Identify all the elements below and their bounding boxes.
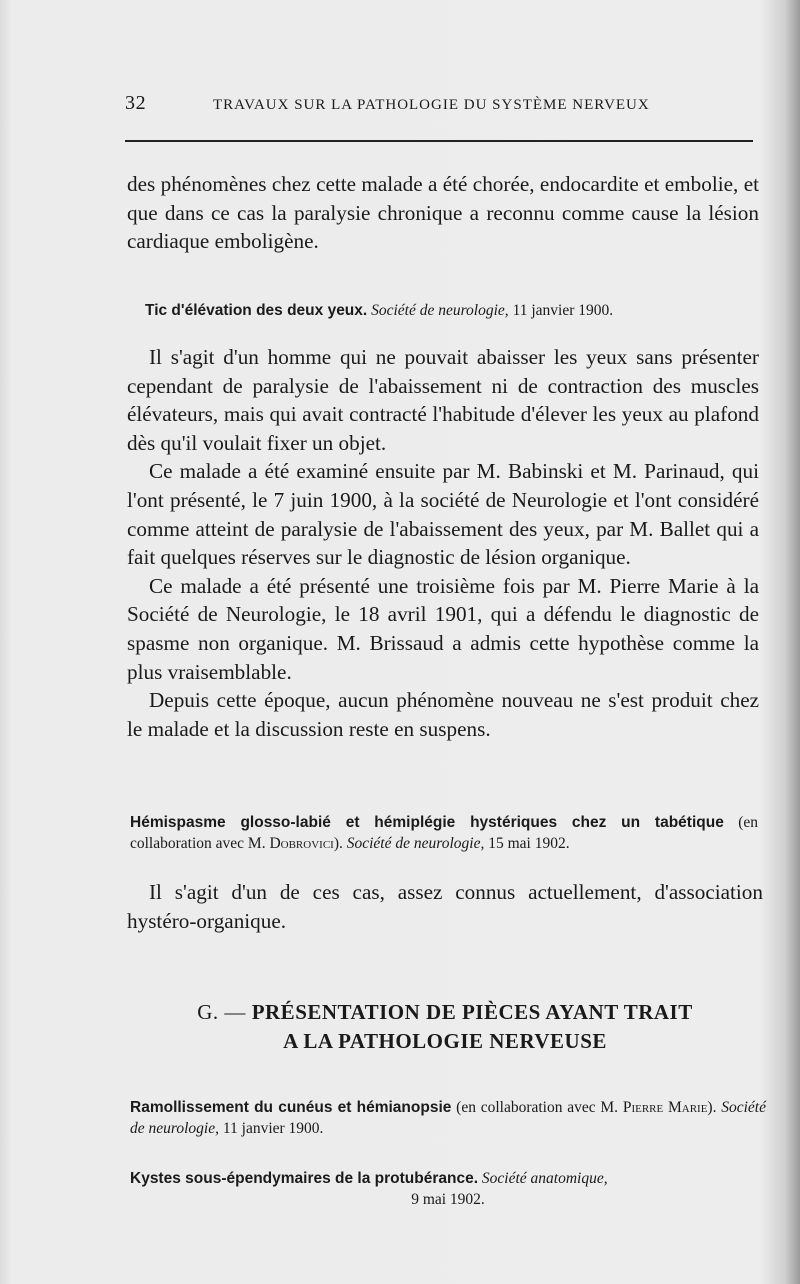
paragraph-text: Il s'agit d'un homme qui ne pouvait abaisser les yeux sans présenter cependant de paralysie de l'abaissement ni de contraction des muscles élévateurs, mais qui avait contracté l'habitude d'élever les yeux au plafond dès qu'il voulait fixer un objet. bbox=[127, 345, 759, 455]
entry-collab-name: Pierre Marie). bbox=[622, 1099, 717, 1116]
entry-collab: (en collaboration avec M. bbox=[130, 814, 758, 852]
entry-source: Société de neurologie, bbox=[346, 835, 485, 852]
entry-title: Kystes sous-épendymaires de la protubérance. bbox=[130, 1170, 479, 1187]
section-heading-line-1 bbox=[150, 998, 740, 1027]
header-rule bbox=[125, 140, 753, 142]
entry-title: Tic d'élévation des deux yeux. bbox=[145, 302, 368, 319]
section-title-2: A LA PATHOLOGIE NERVEUSE bbox=[283, 1029, 607, 1053]
paragraph-3 bbox=[127, 878, 763, 935]
entry-source: Société anatomique, bbox=[481, 1170, 608, 1187]
entry-date: 15 mai 1902. bbox=[488, 835, 570, 852]
bibliography-entry-3 bbox=[130, 1097, 766, 1139]
paragraph-1 bbox=[127, 170, 759, 256]
entry-date: 9 mai 1902. bbox=[411, 1191, 485, 1208]
paragraph-text: Ce malade a été présenté une troisième fois par M. Pierre Marie à la Société de Neurologie, le 18 avril 1901, qui a défendu le diagnostic de spasme non organique. M. Brissaud a admis cette hypothèse comme la plus vraisemblable. bbox=[127, 573, 759, 684]
entry-date: 11 janvier 1900. bbox=[222, 1120, 324, 1137]
page-number: 32 bbox=[125, 92, 147, 114]
entry-collab-name: Dobrovici). bbox=[269, 835, 343, 852]
entry-title: Hémispasme glosso-labié et hémiplégie hystériques chez un tabétique bbox=[130, 814, 724, 831]
bibliography-entry-4 bbox=[130, 1168, 766, 1210]
bibliography-entry-2 bbox=[130, 812, 758, 854]
section-letter: G. — bbox=[197, 1000, 246, 1024]
entry-source: Société de neurologie, bbox=[371, 302, 509, 319]
paragraph-text: des phénomènes chez cette malade a été chorée, endocardite et embolie, et que dans ce cas la paralysie chronique a reconnu comme cause la lésion cardiaque emboligène. bbox=[127, 172, 759, 254]
paragraph-group-2 bbox=[127, 343, 759, 743]
running-title: TRAVAUX SUR LA PATHOLOGIE DU SYSTÈME NERVEUX bbox=[213, 97, 650, 113]
entry-date: 11 janvier 1900. bbox=[512, 302, 614, 319]
paragraph-text: Depuis cette époque, aucun phénomène nouveau ne s'est produit chez le malade et la discussion reste en suspens. bbox=[127, 688, 759, 741]
section-heading bbox=[150, 998, 740, 1056]
bibliography-entry-1 bbox=[145, 300, 755, 321]
entry-collab: (en collaboration avec M. bbox=[456, 1099, 619, 1116]
section-title-1: PRÉSENTATION DE PIÈCES AYANT TRAIT bbox=[251, 1000, 693, 1024]
entry-source: Société de neurologie, bbox=[130, 1099, 766, 1137]
paragraph-text: Ce malade a été examiné ensuite par M. Babinski et M. Parinaud, qui l'ont présenté, le 7 juin 1900, à la société de Neurologie et l'ont considéré comme atteint de paralysie de l'abaissement des yeux, par M. Ballet qui a fait quelques réserves sur le diagnostic de lésion organique. bbox=[127, 459, 759, 570]
entry-title: Ramollissement du cunéus et hémianopsie bbox=[130, 1099, 452, 1116]
paragraph-text: Il s'agit d'un de ces cas, assez connus actuellement, d'association hystéro-organique. bbox=[127, 880, 763, 933]
